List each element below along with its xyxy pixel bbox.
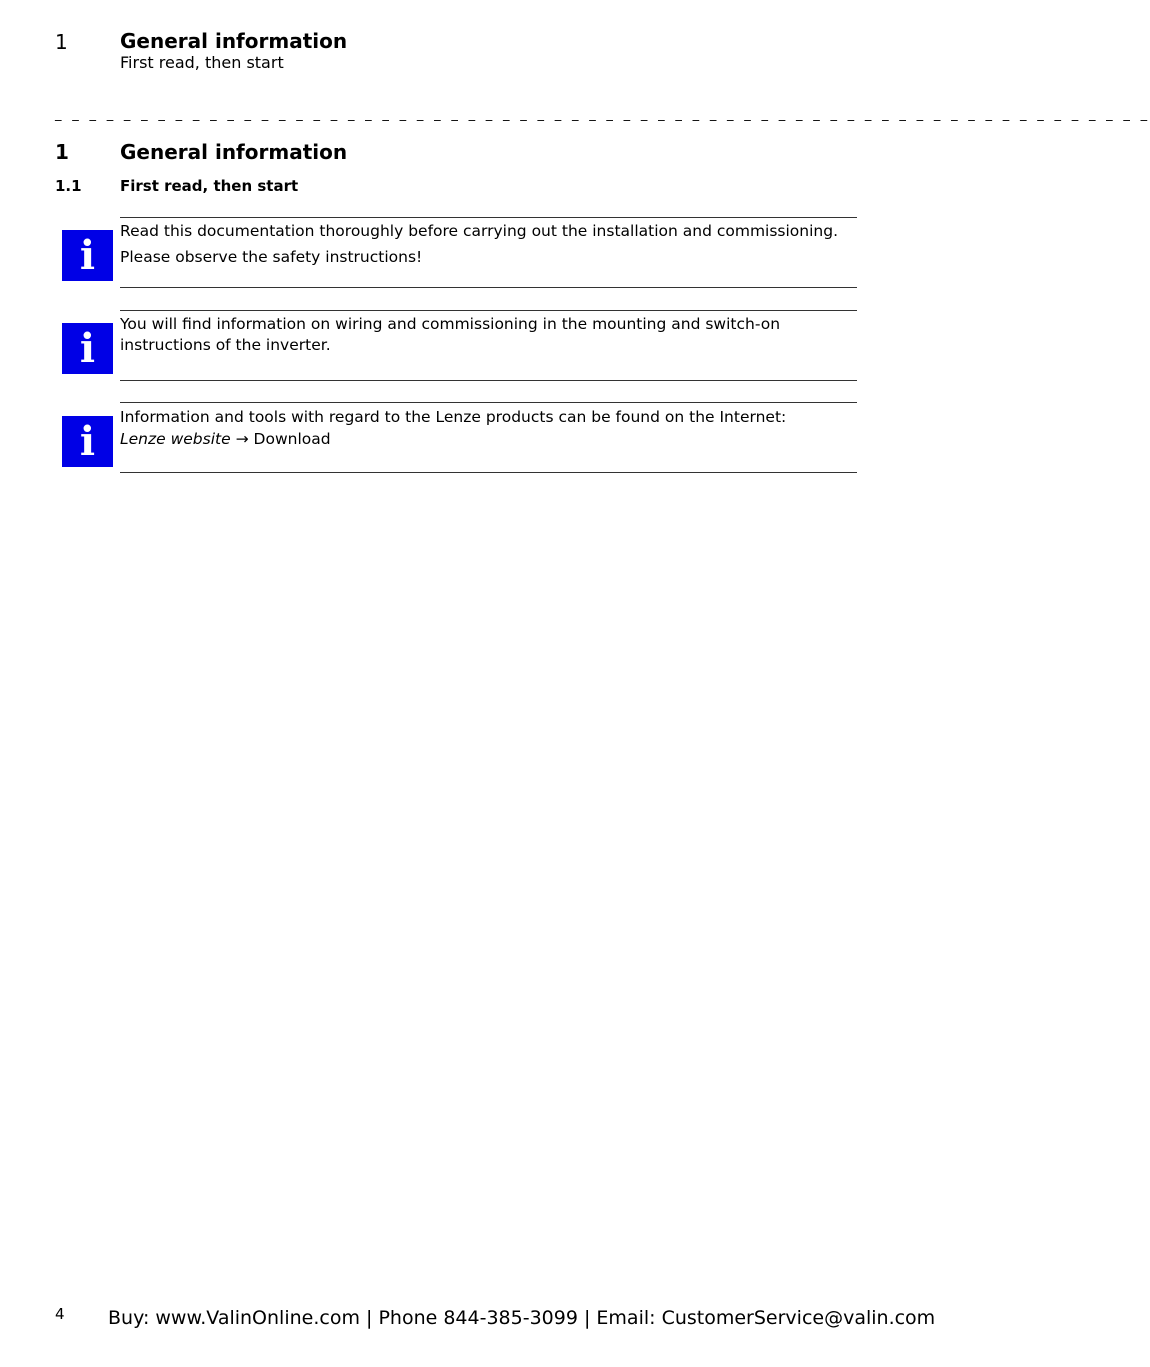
lenze-website-link[interactable]: Lenze website: [120, 430, 231, 448]
note-text: [120, 314, 860, 356]
chapter-number: 1: [55, 140, 69, 164]
header-chapter-number: 1: [55, 30, 68, 54]
download-link[interactable]: Download: [253, 430, 331, 448]
note-bottom-rule: [120, 287, 857, 288]
note-line: Read this documentation thoroughly before carrying out the installation and commissioning.: [120, 222, 839, 240]
header-divider: _ _ _ _ _ _ _ _ _ _ _ _ _ _ _ _ _ _ _ _ _ _ _ _ _ _ _ _ _ _ _ _ _ _ _ _ _ _ _ _ _ _ _ _ _ _ _ _ _ _ _ _ _ _ _ _ _ _ _ _ _ _ _ _: [55, 107, 1150, 122]
note-bottom-rule: [120, 380, 857, 381]
header-chapter-title: General information: [120, 29, 348, 53]
section-number: 1.1: [55, 177, 82, 195]
note-text: [120, 407, 860, 450]
note-link-line: [120, 429, 860, 450]
note-top-rule: [120, 402, 857, 403]
info-icon: i: [62, 416, 113, 467]
note-line: Please observe the safety instructions!: [120, 248, 423, 266]
note-text: [120, 221, 860, 268]
note-bottom-rule: [120, 472, 857, 473]
chapter-title: General information: [120, 140, 348, 164]
section-title: First read, then start: [120, 177, 299, 195]
footer-contact: Buy: www.ValinOnline.com | Phone 844-385-3099 | Email: CustomerService@valin.com: [108, 1307, 936, 1329]
note-top-rule: [120, 310, 857, 311]
note-line: Information and tools with regard to the Lenze products can be found on the Internet:: [120, 408, 787, 426]
arrow-right-icon: →: [235, 430, 249, 448]
note-top-rule: [120, 217, 857, 218]
page-number: 4: [55, 1305, 65, 1323]
info-icon: i: [62, 230, 113, 281]
note-line: You will find information on wiring and commissioning in the mounting and switch-on instructions of the inverter.: [120, 315, 781, 354]
header-section-title: First read, then start: [120, 53, 284, 72]
info-icon: i: [62, 323, 113, 374]
